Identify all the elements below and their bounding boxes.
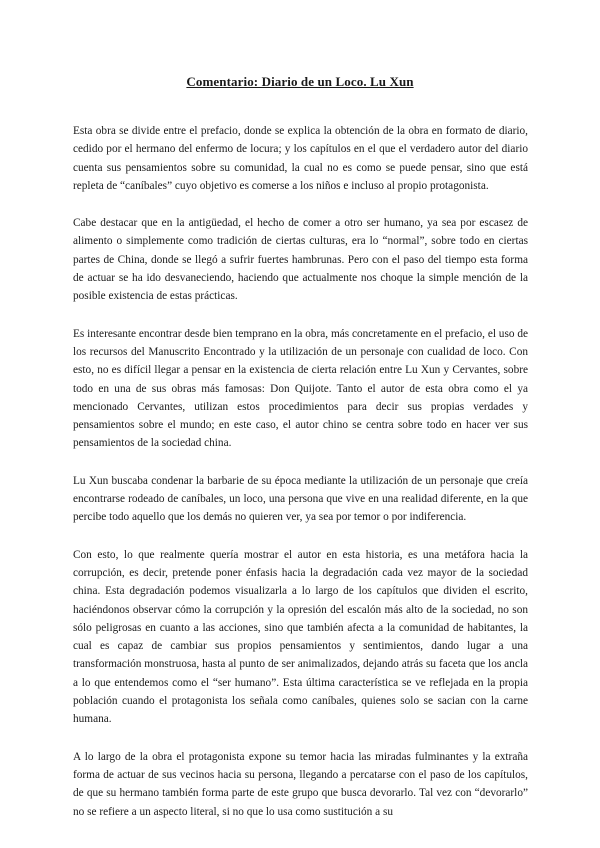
- document-title: Comentario: Diario de un Loco. Lu Xun: [186, 74, 414, 89]
- paragraph-prefacio: Esta obra se divide entre el prefacio, donde se explica la obtención de la obra en formato de diario, cedido por el hermano del enfermo de locura; y los capítulos en el que el verdadero autor del diario cuenta sus pensamientos sobre su comunidad, la cual no es como se puede pensar, sino que está repleta de “caníbales” cuyo objetivo es comerse a los niños e incluso al propio protagonista.: [73, 125, 528, 192]
- paragraph-antiguedad: Cabe destacar que en la antigüedad, el hecho de comer a otro ser humano, ya sea por escasez de alimento o simplemente como tradición de ciertas culturas, era lo “normal”, sobre todo en ciertas partes de China, donde se llegó a sufrir fuertes hambrunas. Pero con el paso del tiempo esta forma de actuar se ha ido desvaneciendo, haciendo que actualmente nos choque la simple mención de la posible existencia de estas prácticas.: [73, 217, 528, 303]
- document-body: [73, 122, 528, 840]
- paragraph-cervantes: Es interesante encontrar desde bien temprano en la obra, más concretamente en el prefacio, el uso de los recursos del Manuscrito Encontrado y la utilización de un personaje con cualidad de loco. Con esto, no es difícil llegar a pensar en la existencia de cierta relación entre Lu Xun y Cervantes, sobre todo en una de sus obras más famosas: Don Quijote. Tanto el autor de esta obra como el ya mencionado Cervantes, utilizan estos procedimientos para decir sus propias verdades y pensamientos sobre el mundo; en este caso, el autor chino se centra sobre todo en hacer ver sus pensamientos de la sociedad china.: [73, 327, 528, 450]
- paragraph-barbarie: Lu Xun buscaba condenar la barbarie de su época mediante la utilización de un personaje que creía encontrarse rodeado de caníbales, un loco, una persona que vive en una realidad diferente, en la que percibe todo aquello que los demás no quieren ver, ya sea por temor o por indiferencia.: [73, 474, 528, 524]
- paragraph-corrupcion: Con esto, lo que realmente quería mostrar el autor en esta historia, es una metáfora hacia la corrupción, es decir, pretende poner énfasis hacia la degradación cada vez mayor de la sociedad china. Esta degradación podemos visualizarla a lo largo de los capítulos que dividen el escrito, haciéndonos observar cómo la corrupción y la opresión del escalón más alto de la sociedad, no son sólo peligrosas en cuanto a las acciones, sino que también afecta a la comunidad de habitantes, la cual es capaz de cambiar sus propios pensamientos y sentimientos, dando lugar a una transformación monstruosa, hasta al punto de ser animalizados, dejando atrás su faceta que los ancla a lo que entendemos como el “ser humano”. Esta última característica se ve reflejada en la propia población cuando el protagonista los señala como caníbales, quienes solo se sacian con la carne humana.: [73, 548, 528, 726]
- paragraph-protagonista: A lo largo de la obra el protagonista expone su temor hacia las miradas fulminantes y la extraña forma de actuar de sus vecinos hacia su persona, llegando a percatarse con el paso de los capítulos, de que su hermano también forma parte de este grupo que busca devorarlo. Tal vez con “devorarlo” no se refiere a un aspecto literal, si no que lo usa como sustitución a su: [73, 750, 528, 818]
